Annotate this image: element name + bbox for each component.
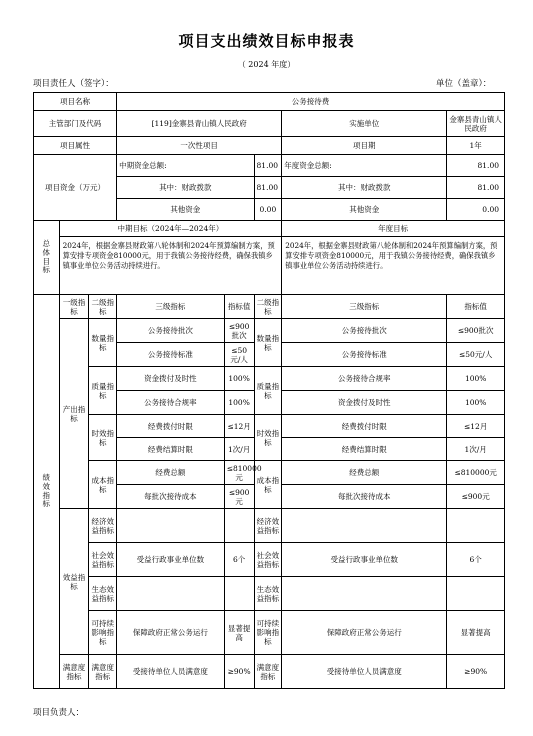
left-qty2-value: ≤50元/人 bbox=[224, 343, 254, 367]
economic-label: 经济效益指标 bbox=[89, 509, 117, 543]
left-qty1: 公务接待批次 bbox=[117, 319, 225, 343]
left-time1: 经费拨付时限 bbox=[117, 415, 225, 438]
responsible-label: 项目责任人（签字）： bbox=[33, 79, 114, 89]
mid-total-label: 中期资金总额: bbox=[117, 155, 254, 177]
impl-value: 金寨县青山镇人民政府 bbox=[447, 111, 505, 137]
quality-label-right: 质量指标 bbox=[254, 367, 282, 415]
left-sust1-value: 显著提高 bbox=[224, 611, 254, 655]
left-time2-value: 1次/月 bbox=[224, 438, 254, 461]
right-social1-value: 6个 bbox=[447, 543, 505, 577]
left-sat1: 受接待单位人员满意度 bbox=[117, 655, 225, 689]
year-other-label: 其他资金 bbox=[282, 199, 447, 221]
right-qty2: 公务接待标准 bbox=[282, 343, 447, 367]
period-label: 项目期 bbox=[282, 137, 447, 155]
level1-header: 一级指标 bbox=[59, 295, 89, 319]
ecological-label-right: 生态效益指标 bbox=[254, 577, 282, 611]
level2-header-right: 二级指标 bbox=[254, 295, 282, 319]
left-social1: 受益行政事业单位数 bbox=[117, 543, 225, 577]
timeliness-label-right: 时效指标 bbox=[254, 415, 282, 461]
attr-label: 项目属性 bbox=[34, 137, 117, 155]
right-cost1-value: ≤810000元 bbox=[447, 461, 505, 485]
year-total-value: 81.00 bbox=[447, 155, 505, 177]
mid-total-value: 81.00 bbox=[254, 155, 282, 177]
mid-other-value: 0.00 bbox=[254, 199, 282, 221]
mid-fiscal-label: 其中：财政拨款 bbox=[117, 177, 254, 199]
right-economic-value-empty bbox=[447, 509, 505, 543]
project-name-label: 项目名称 bbox=[34, 93, 117, 111]
overall-goal-label: 总体目标 bbox=[34, 221, 60, 295]
economic-label-right: 经济效益指标 bbox=[254, 509, 282, 543]
quantity-label: 数量指标 bbox=[89, 319, 117, 367]
mid-goal-text: 2024年，根据金寨县财政第八轮体制和2024年预算编制方案，预算安排专项资金810000元，用于我镇公务接待经费，确保我镇乡镇事业单位公务活动持续进行。 bbox=[59, 237, 282, 295]
mid-other-label: 其他资金 bbox=[117, 199, 254, 221]
form-title: 项目支出绩效目标申报表 bbox=[178, 32, 355, 50]
right-cost2: 每批次接待成本 bbox=[282, 485, 447, 509]
right-social1: 受益行政事业单位数 bbox=[282, 543, 447, 577]
left-time2: 经费结算时限 bbox=[117, 438, 225, 461]
left-cost2-value: ≤900元 bbox=[224, 485, 254, 509]
left-time1-value: ≤12月 bbox=[224, 415, 254, 438]
level3-header-right: 三级指标 bbox=[282, 295, 447, 319]
dept-label: 主管部门及代码 bbox=[34, 111, 117, 137]
performance-form-table bbox=[33, 92, 505, 689]
right-sust1: 保障政府正常公务运行 bbox=[282, 611, 447, 655]
right-sust1-value: 显著提高 bbox=[447, 611, 505, 655]
right-sat1: 受接待单位人员满意度 bbox=[282, 655, 447, 689]
level2-header: 二级指标 bbox=[89, 295, 117, 319]
left-qual1-value: 100% bbox=[224, 367, 254, 391]
year-fiscal-label: 其中：财政拨款 bbox=[282, 177, 447, 199]
left-cost2: 每批次接待成本 bbox=[117, 485, 225, 509]
right-qty1: 公务接待批次 bbox=[282, 319, 447, 343]
social-label-right: 社会效益指标 bbox=[254, 543, 282, 577]
year-fiscal-value: 81.00 bbox=[447, 177, 505, 199]
attr-value: 一次性项目 bbox=[117, 137, 282, 155]
right-qual2-value: 100% bbox=[447, 391, 505, 415]
right-qual1: 公务接待合规率 bbox=[282, 367, 447, 391]
cost-label: 成本指标 bbox=[89, 461, 117, 509]
right-cost2-value: ≤900元 bbox=[447, 485, 505, 509]
right-time1-value: ≤12月 bbox=[447, 415, 505, 438]
satisfaction-level1-label: 满意度指标 bbox=[59, 655, 89, 689]
year-other-value: 0.00 bbox=[447, 199, 505, 221]
cost-label-right: 成本指标 bbox=[254, 461, 282, 509]
social-label: 社会效益指标 bbox=[89, 543, 117, 577]
right-cost1: 经费总额 bbox=[282, 461, 447, 485]
output-indicator-label: 产出指标 bbox=[59, 319, 89, 509]
left-qty1-value: ≤900批次 bbox=[224, 319, 254, 343]
right-qty1-value: ≤900批次 bbox=[447, 319, 505, 343]
period-value: 1年 bbox=[447, 137, 505, 155]
left-qual2-value: 100% bbox=[224, 391, 254, 415]
right-time2-value: 1次/月 bbox=[447, 438, 505, 461]
perf-indicators-label: 绩效指标 bbox=[34, 295, 60, 689]
left-cost1-value: ≤810000元 bbox=[224, 461, 254, 485]
year-total-label: 年度资金总额: bbox=[282, 155, 447, 177]
sustainable-label: 可持续影响指标 bbox=[89, 611, 117, 655]
right-qty2-value: ≤50元/人 bbox=[447, 343, 505, 367]
satisfaction-label-right: 满意度指标 bbox=[254, 655, 282, 689]
ecological-label: 生态效益指标 bbox=[89, 577, 117, 611]
project-name-value: 公务接待费 bbox=[117, 93, 505, 111]
satisfaction-label: 满意度指标 bbox=[89, 655, 117, 689]
sustainable-label-right: 可持续影响指标 bbox=[254, 611, 282, 655]
effect-indicator-label: 效益指标 bbox=[59, 509, 89, 655]
value-header-right: 指标值 bbox=[447, 295, 505, 319]
level3-header: 三级指标 bbox=[117, 295, 225, 319]
left-sat1-value: ≥90% bbox=[224, 655, 254, 689]
year-line: （ 2024 年度） bbox=[237, 60, 296, 69]
left-eco-value-empty bbox=[224, 577, 254, 611]
year-goal-header: 年度目标 bbox=[282, 221, 505, 237]
left-qty2: 公务接待标准 bbox=[117, 343, 225, 367]
left-economic-value-empty bbox=[224, 509, 254, 543]
left-eco-empty bbox=[117, 577, 225, 611]
left-economic-empty bbox=[117, 509, 225, 543]
unit-seal-label: 单位（盖章）： bbox=[436, 79, 492, 89]
left-social1-value: 6个 bbox=[224, 543, 254, 577]
right-qual2: 资金拨付及时性 bbox=[282, 391, 447, 415]
left-sust1: 保障政府正常公务运行 bbox=[117, 611, 225, 655]
right-eco-value-empty bbox=[447, 577, 505, 611]
left-qual2: 公务接待合规率 bbox=[117, 391, 225, 415]
mid-goal-header: 中期目标（2024年—2024年） bbox=[59, 221, 282, 237]
funds-label: 项目资金（万元） bbox=[34, 155, 117, 221]
project-lead-label: 项目负责人： bbox=[33, 708, 85, 718]
left-cost1: 经费总额 bbox=[117, 461, 225, 485]
right-time1: 经费拨付时限 bbox=[282, 415, 447, 438]
dept-value: [119]金寨县青山镇人民政府 bbox=[117, 111, 282, 137]
value-header: 指标值 bbox=[224, 295, 254, 319]
timeliness-label: 时效指标 bbox=[89, 415, 117, 461]
right-eco-empty bbox=[282, 577, 447, 611]
right-qual1-value: 100% bbox=[447, 367, 505, 391]
left-qual1: 资金拨付及时性 bbox=[117, 367, 225, 391]
year-goal-text: 2024年，根据金寨县财政第八轮体制和2024年预算编制方案，预算安排专项资金810000元，用于我镇公务接待经费，确保我镇乡镇事业单位公务活动持续进行。 bbox=[282, 237, 505, 295]
impl-label: 实施单位 bbox=[282, 111, 447, 137]
quality-label: 质量指标 bbox=[89, 367, 117, 415]
right-economic-empty bbox=[282, 509, 447, 543]
right-sat1-value: ≥90% bbox=[447, 655, 505, 689]
quantity-label-right: 数量指标 bbox=[254, 319, 282, 367]
right-time2: 经费结算时限 bbox=[282, 438, 447, 461]
mid-fiscal-value: 81.00 bbox=[254, 177, 282, 199]
